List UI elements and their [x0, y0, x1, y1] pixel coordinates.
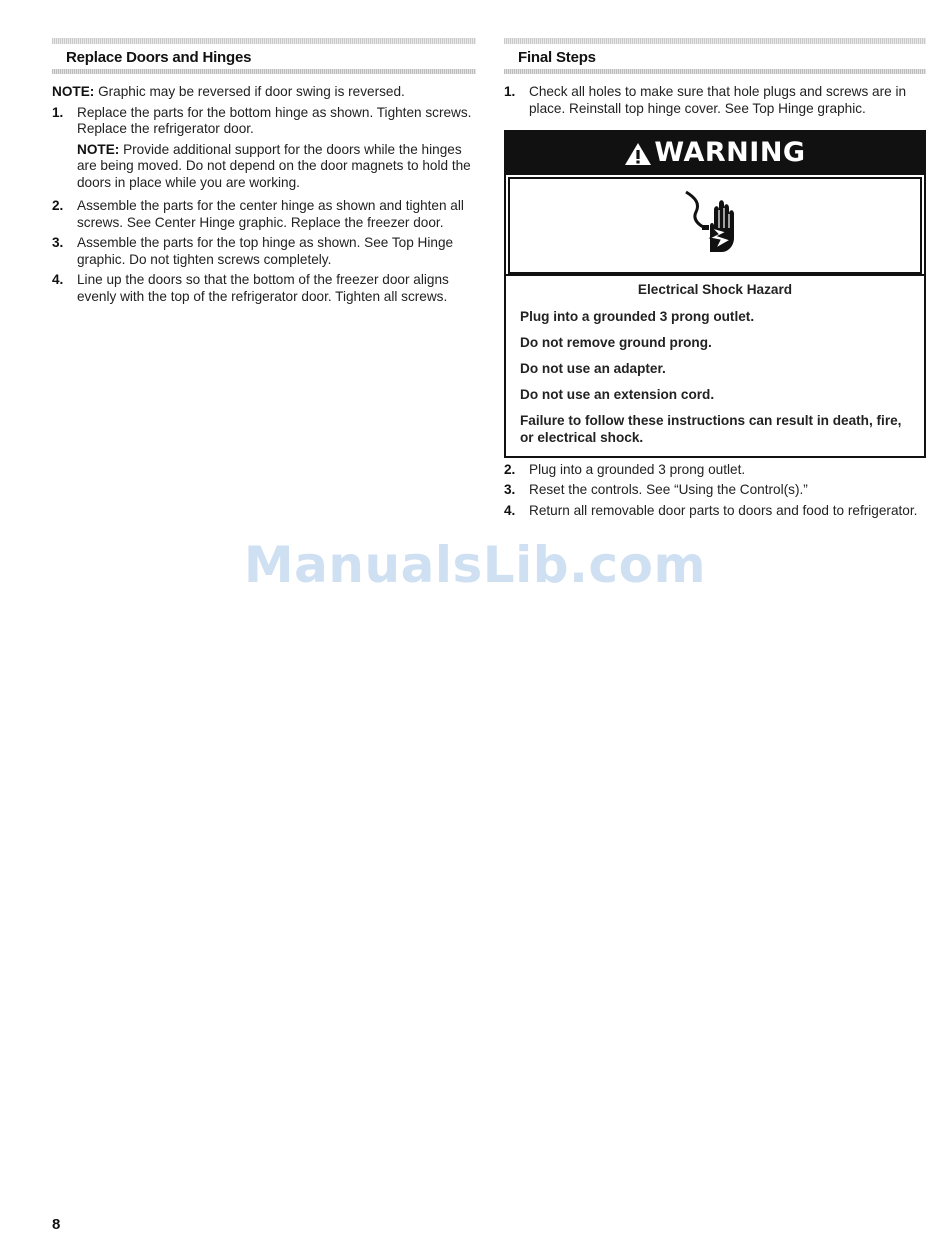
header-band-top: [52, 38, 476, 44]
final-steps-list-continued: [504, 462, 926, 520]
section-header: [504, 38, 926, 74]
list-item: [504, 462, 926, 479]
note-text: Provide additional support for the doors while the hinges are being moved. Do not depend on the door magnets to hold the doors in place while you are working.: [77, 141, 471, 190]
header-band-bottom: [504, 69, 926, 74]
watermark: ManualsLib.com: [243, 536, 707, 594]
warning-title: WARNING: [654, 137, 806, 169]
list-item: [52, 105, 476, 192]
step-number: 1.: [504, 84, 516, 99]
final-steps-section: [504, 38, 926, 519]
header-band-bottom: [52, 69, 476, 74]
replace-steps-list: [52, 105, 476, 306]
list-item: [504, 482, 926, 499]
step-number: 3.: [52, 235, 64, 250]
step-number: 2.: [52, 198, 64, 213]
warning-box: [504, 130, 926, 458]
section-title: Final Steps: [518, 49, 596, 66]
hazard-title: Electrical Shock Hazard: [637, 282, 793, 297]
warning-header: [506, 132, 924, 175]
shock-graphic: [508, 177, 922, 274]
page-number: 8: [52, 1216, 61, 1233]
step-text: Return all removable door parts to doors and food to refrigerator.: [529, 502, 918, 518]
step-number: 3.: [504, 482, 516, 497]
list-item: [52, 272, 476, 305]
list-item: [52, 235, 476, 268]
note-label: NOTE:: [77, 141, 120, 157]
warning-triangle-icon: [624, 142, 652, 166]
step-text: Plug into a grounded 3 prong outlet.: [529, 461, 746, 477]
step-number: 4.: [52, 272, 64, 287]
warning-line: Do not use an extension cord.: [520, 386, 715, 402]
section-header: [52, 38, 476, 74]
step-text: Check all holes to make sure that hole plugs and screws are in place. Reinstall top hinge cover. See Top Hinge graphic.: [529, 84, 907, 116]
step-text: Assemble the parts for the top hinge as shown. See Top Hinge graphic. Do not tighten screws completely.: [77, 235, 454, 267]
step-text: Reset the controls. See “Using the Control(s).”: [529, 482, 808, 497]
step-number: 1.: [52, 104, 64, 120]
electrical-shock-hand-icon: [682, 188, 748, 263]
step-number: 4.: [504, 502, 516, 518]
warning-content: [506, 274, 924, 456]
warning-line: Plug into a grounded 3 prong outlet.: [520, 308, 755, 324]
header-band-top: [504, 38, 926, 44]
warning-line: Do not remove ground prong.: [520, 334, 712, 350]
note-label: NOTE:: [52, 84, 95, 99]
step-text: Line up the doors so that the bottom of the freezer door aligns evenly with the top of the refrigerator door. Tighten all screws.: [77, 272, 449, 304]
list-item: [52, 198, 476, 231]
note-text: Graphic may be reversed if door swing is reversed.: [94, 84, 405, 99]
replace-doors-section: [52, 38, 476, 305]
warning-line: Do not use an adapter.: [520, 360, 666, 376]
warning-line: Failure to follow these instructions can result in death, fire, or electrical shock.: [520, 412, 902, 445]
final-steps-list: [504, 84, 926, 117]
section-title: Replace Doors and Hinges: [66, 49, 252, 66]
list-item: [504, 84, 926, 117]
list-item: [504, 503, 926, 520]
step-text: Assemble the parts for the center hinge as shown and tighten all screws. See Center Hinge graphic. Replace the freezer door.: [77, 198, 464, 230]
support-note: [77, 142, 476, 192]
step-number: 2.: [504, 461, 516, 477]
step-text: Replace the parts for the bottom hinge as shown. Tighten screws. Replace the refrigerator door.: [77, 104, 472, 136]
graphic-note: [52, 84, 476, 101]
